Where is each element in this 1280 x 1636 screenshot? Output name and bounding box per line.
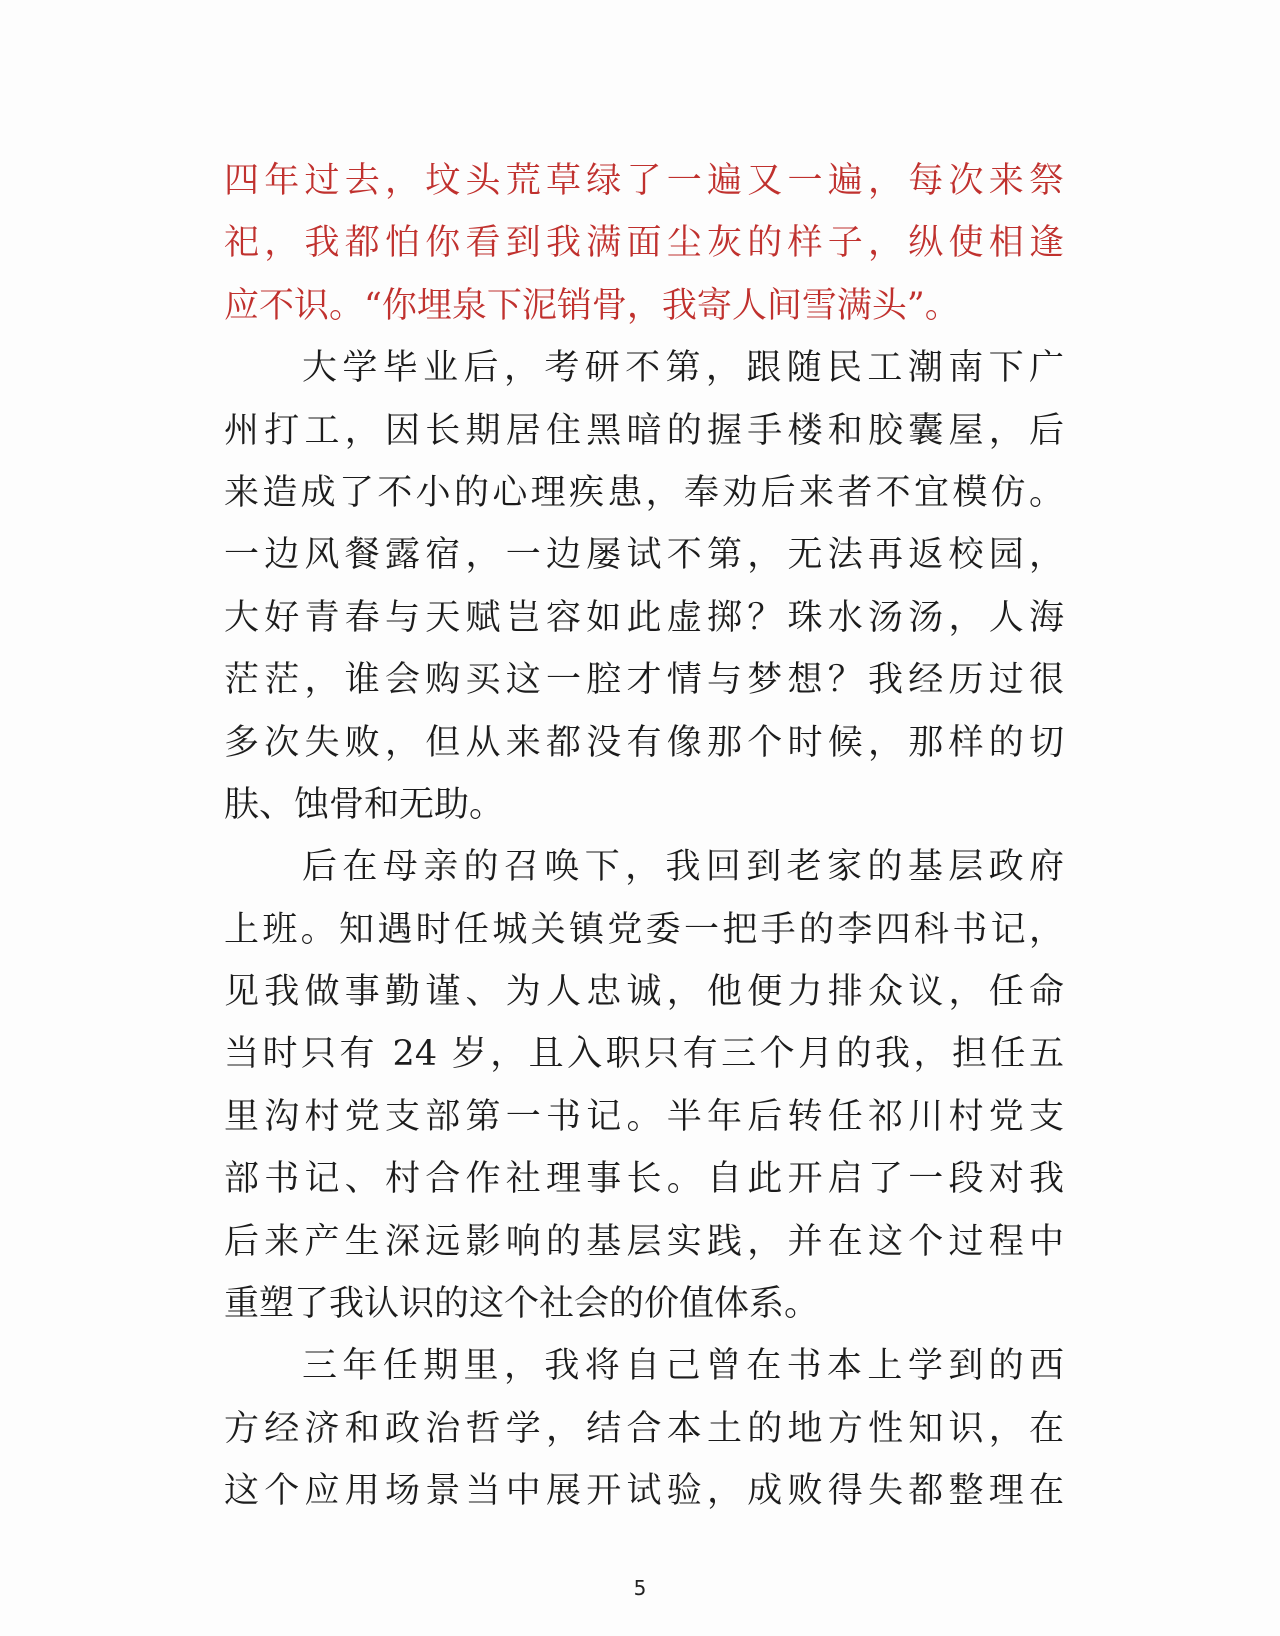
paragraph-2-line: 大学毕业后，考研不第，跟随民工潮南下广 <box>302 348 1064 389</box>
paragraph-1-line: 祀，我都怕你看到我满面尘灰的样子，纵使相逢 <box>224 223 1064 264</box>
paragraph-2-line: 州打工，因长期居住黑暗的握手楼和胶囊屋，后 <box>224 410 1064 451</box>
paragraph-3-line: 见我做事勤谨、为人忠诚，他便力排众议，任命 <box>224 972 1064 1013</box>
body-text <box>224 150 1064 1523</box>
paragraph-1-line: 四年过去，坟头荒草绿了一遍又一遍，每次来祭 <box>224 161 1064 201</box>
paragraph-3-line: 里沟村党支部第一书记。半年后转任祁川村党支 <box>224 1096 1064 1137</box>
paragraph-4-line: 方经济和政治哲学，结合本土的地方性知识，在 <box>224 1408 1064 1449</box>
paragraph-2-line: 大好青春与天赋岂容如此虚掷？珠水汤汤，人海 <box>224 597 1064 638</box>
paragraph-2-line: 来造成了不小的心理疾患，奉劝后来者不宜模仿。 <box>224 472 1064 513</box>
paragraph-3-line: 后来产生深远影响的基层实践，并在这个过程中 <box>224 1221 1064 1262</box>
paragraph-2-line: 肤、蚀骨和无助。 <box>224 784 505 825</box>
paragraph-2-line: 茫茫，谁会购买这一腔才情与梦想？我经历过很 <box>224 660 1064 701</box>
paragraph-3-line: 重塑了我认识的这个社会的价值体系。 <box>224 1284 820 1325</box>
paragraph-4-line: 三年任期里，我将自己曾在书本上学到的西 <box>302 1346 1064 1387</box>
paragraph-2-line: 一边风餐露宿，一边屡试不第，无法再返校园， <box>224 535 1064 576</box>
paragraph-3-line: 部书记、村合作社理事长。自此开启了一段对我 <box>224 1159 1064 1200</box>
page-number: 5 <box>633 1576 647 1600</box>
paragraph-3-line: 后在母亲的召唤下，我回到老家的基层政府 <box>302 847 1064 888</box>
paragraph-2-line: 多次失败，但从来都没有像那个时候，那样的切 <box>224 722 1064 763</box>
paragraph-3-line: 当时只有 24 岁，且入职只有三个月的我，担任五 <box>224 1034 1064 1075</box>
paragraph-3-line: 上班。知遇时任城关镇党委一把手的李四科书记， <box>224 909 1064 950</box>
paragraph-1-line: 应不识。“你埋泉下泥销骨，我寄人间雪满头”。 <box>224 285 960 326</box>
paragraph-4-line: 这个应用场景当中展开试验，成败得失都整理在 <box>224 1471 1064 1512</box>
